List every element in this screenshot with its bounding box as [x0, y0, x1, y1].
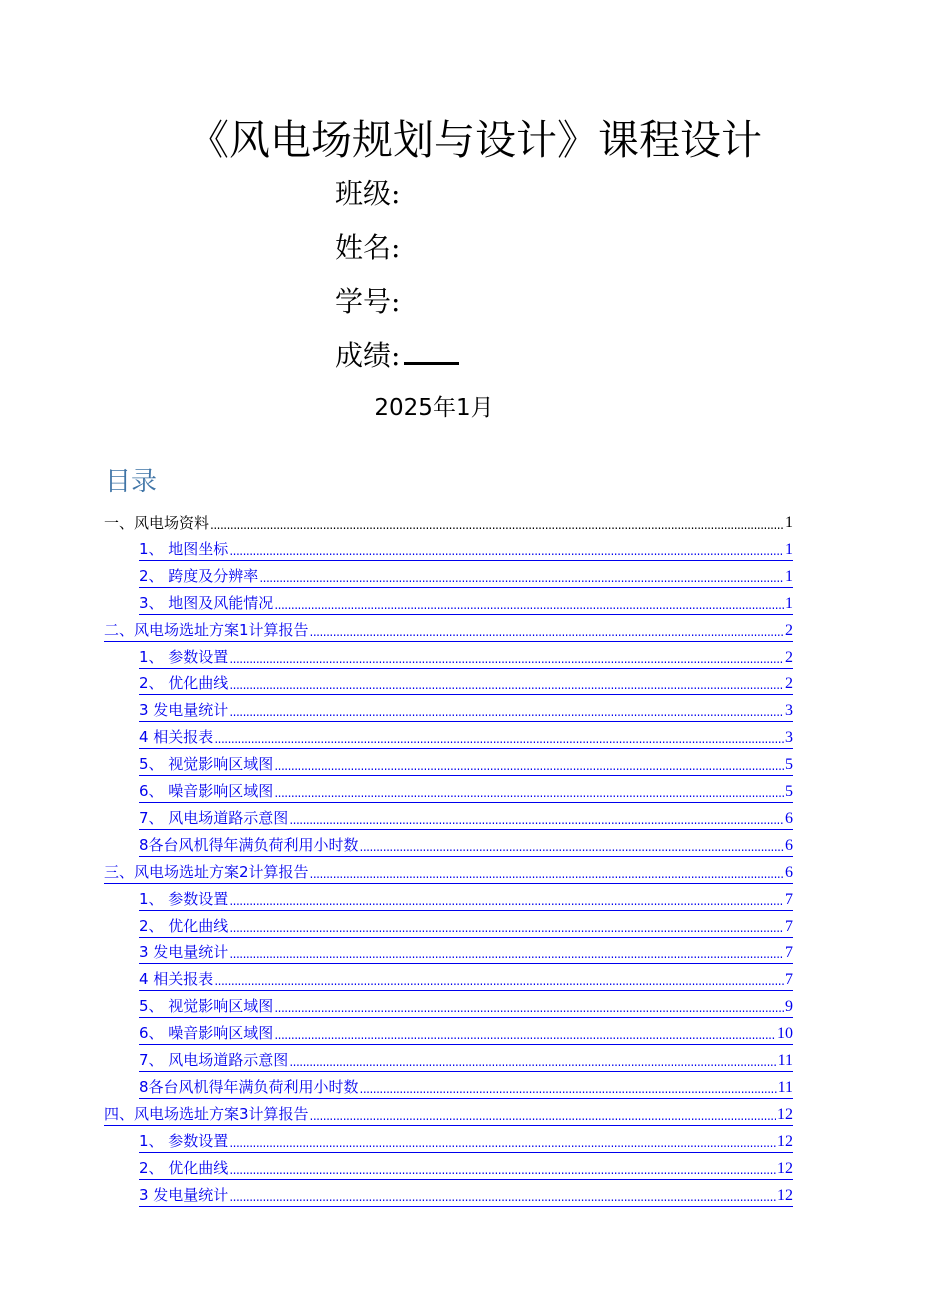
toc-page-number: 3 [785, 702, 793, 720]
toc-dot-leader [229, 892, 784, 910]
toc-entry[interactable] [104, 862, 793, 884]
toc-entry-label: 二、风电场选址方案1计算报告 [104, 620, 309, 639]
toc-entry-label: 1、 参数设置 [139, 647, 229, 666]
toc-entry-label: 3 发电量统计 [139, 701, 229, 720]
toc-entry[interactable] [139, 647, 793, 669]
toc-dot-leader [214, 730, 784, 748]
toc-dot-leader [289, 1053, 776, 1071]
toc-dot-leader [274, 1026, 776, 1044]
toc-entry-label: 1、 地图坐标 [139, 539, 229, 558]
toc-entry[interactable] [139, 673, 793, 695]
toc-entry-label: 1、 参数设置 [139, 889, 229, 908]
toc-page-number: 7 [785, 944, 793, 962]
toc-dot-leader [274, 784, 784, 802]
toc-page-number: 12 [777, 1132, 793, 1150]
toc-page-number: 7 [785, 890, 793, 908]
toc-dot-leader [289, 811, 784, 829]
toc-page-number: 5 [785, 756, 793, 774]
toc-page-number: 1 [785, 594, 793, 612]
toc-entry[interactable] [139, 969, 793, 991]
toc-page-number: 6 [785, 863, 793, 881]
toc-entry-label: 3 发电量统计 [139, 943, 229, 962]
toc-entry[interactable] [139, 1077, 793, 1099]
toc-dot-leader [229, 542, 784, 560]
toc-entry-label: 6、 噪音影响区域图 [139, 1024, 274, 1043]
name-field [335, 228, 400, 268]
toc-page-number: 2 [785, 621, 793, 639]
toc-entry[interactable] [139, 566, 793, 588]
toc-entry[interactable] [139, 1158, 793, 1180]
toc-page-number: 11 [777, 1052, 793, 1069]
toc-page-number: 10 [777, 1025, 793, 1043]
toc-entry[interactable] [139, 835, 793, 857]
toc-entry-label: 3 发电量统计 [139, 1185, 229, 1204]
toc-entry[interactable] [139, 727, 793, 749]
toc-entry-label: 2、 优化曲线 [139, 674, 229, 693]
toc-dot-leader [310, 623, 784, 641]
toc-page-number: 5 [785, 783, 793, 800]
toc-entry-label: 四、风电场选址方案3计算报告 [104, 1104, 309, 1123]
toc-page-number: 1 [785, 567, 793, 585]
toc-entry-label: 4 相关报表 [139, 728, 214, 747]
toc-dot-leader [210, 516, 784, 534]
grade-blank-line [404, 336, 459, 365]
toc-entry-label: 5、 视觉影响区域图 [139, 997, 274, 1016]
toc-page-number: 6 [785, 809, 793, 827]
toc-entry[interactable] [139, 539, 793, 561]
toc-page-number: 12 [777, 1105, 793, 1123]
toc-entry-label: 7、 风电场道路示意图 [139, 1051, 289, 1069]
toc-dot-leader [310, 865, 784, 883]
toc-heading: 目录 [105, 467, 158, 497]
class-field [335, 174, 400, 214]
toc-entry[interactable] [139, 1185, 793, 1207]
toc-entry[interactable] [139, 808, 793, 830]
document-title: 《风电场规划与设计》课程设计 [188, 116, 762, 164]
toc-entry[interactable] [139, 1131, 793, 1153]
toc-page-number: 9 [785, 998, 793, 1016]
document-date: 2025年1月 [374, 395, 494, 421]
toc-entry[interactable] [139, 700, 793, 722]
name-label: 姓名: [335, 231, 401, 264]
toc-entry-label: 8各台风机得年满负荷利用小时数 [139, 835, 359, 854]
toc-entry-label: 3、 地图及风能情况 [139, 593, 274, 612]
toc-dot-leader [229, 1161, 776, 1179]
toc-entry[interactable] [139, 1050, 793, 1072]
toc-dot-leader [360, 838, 784, 856]
toc-page-number: 1 [785, 514, 793, 531]
toc-dot-leader [229, 1134, 776, 1152]
toc-page-number: 2 [785, 675, 793, 693]
toc-entry-label: 5、 视觉影响区域图 [139, 755, 274, 774]
toc-entry[interactable] [139, 916, 793, 938]
toc-entry[interactable] [139, 889, 793, 911]
toc-page-number: 7 [785, 971, 793, 989]
grade-label: 成绩: [335, 339, 401, 372]
toc-dot-leader [229, 676, 784, 694]
toc-entry-label: 4 相关报表 [139, 970, 214, 989]
toc-dot-leader [229, 1188, 776, 1206]
toc-page-number: 11 [777, 1078, 793, 1096]
toc-page-number: 12 [777, 1159, 793, 1177]
class-label: 班级: [335, 177, 401, 210]
student-id-field [335, 282, 400, 322]
toc-entry[interactable] [139, 996, 793, 1018]
toc-page-number: 2 [785, 648, 793, 666]
toc-entry-label: 1、 参数设置 [139, 1131, 229, 1150]
toc-entry-label: 6、 噪音影响区域图 [139, 782, 274, 800]
toc-page-number: 3 [785, 729, 793, 747]
toc-dot-leader [274, 999, 784, 1017]
toc-dot-leader [229, 919, 784, 937]
toc-dot-leader [259, 569, 784, 587]
toc-entry-label: 8各台风机得年满负荷利用小时数 [139, 1077, 359, 1096]
toc-entry[interactable] [104, 1104, 793, 1126]
toc-entry-label: 2、 优化曲线 [139, 1158, 229, 1177]
toc-entry[interactable] [139, 1023, 793, 1045]
toc-entry[interactable] [139, 942, 793, 964]
toc-dot-leader [310, 1107, 776, 1125]
toc-entry-label: 2、 优化曲线 [139, 916, 229, 935]
toc-page-number: 12 [777, 1186, 793, 1204]
toc-entry[interactable] [104, 620, 793, 642]
toc-entry-label: 三、风电场选址方案2计算报告 [104, 862, 309, 881]
toc-entry [104, 512, 793, 534]
toc-entry-label: 一、风电场资料 [104, 514, 210, 532]
toc-dot-leader [229, 650, 784, 668]
toc-dot-leader [229, 703, 784, 721]
toc-page-number: 1 [785, 540, 793, 558]
toc-entry[interactable] [139, 781, 793, 803]
grade-field [335, 336, 459, 376]
toc-page-number: 6 [785, 836, 793, 854]
toc-dot-leader [214, 972, 784, 990]
toc-dot-leader [274, 757, 784, 775]
toc-entry[interactable] [139, 593, 793, 615]
toc-entry-label: 7、 风电场道路示意图 [139, 808, 289, 827]
toc-dot-leader [229, 945, 784, 963]
toc-entry[interactable] [139, 754, 793, 776]
toc-dot-leader [274, 596, 784, 614]
toc-page-number: 7 [785, 917, 793, 935]
toc-dot-leader [360, 1080, 777, 1098]
toc-entry-label: 2、 跨度及分辨率 [139, 566, 259, 585]
student-id-label: 学号: [335, 285, 401, 318]
